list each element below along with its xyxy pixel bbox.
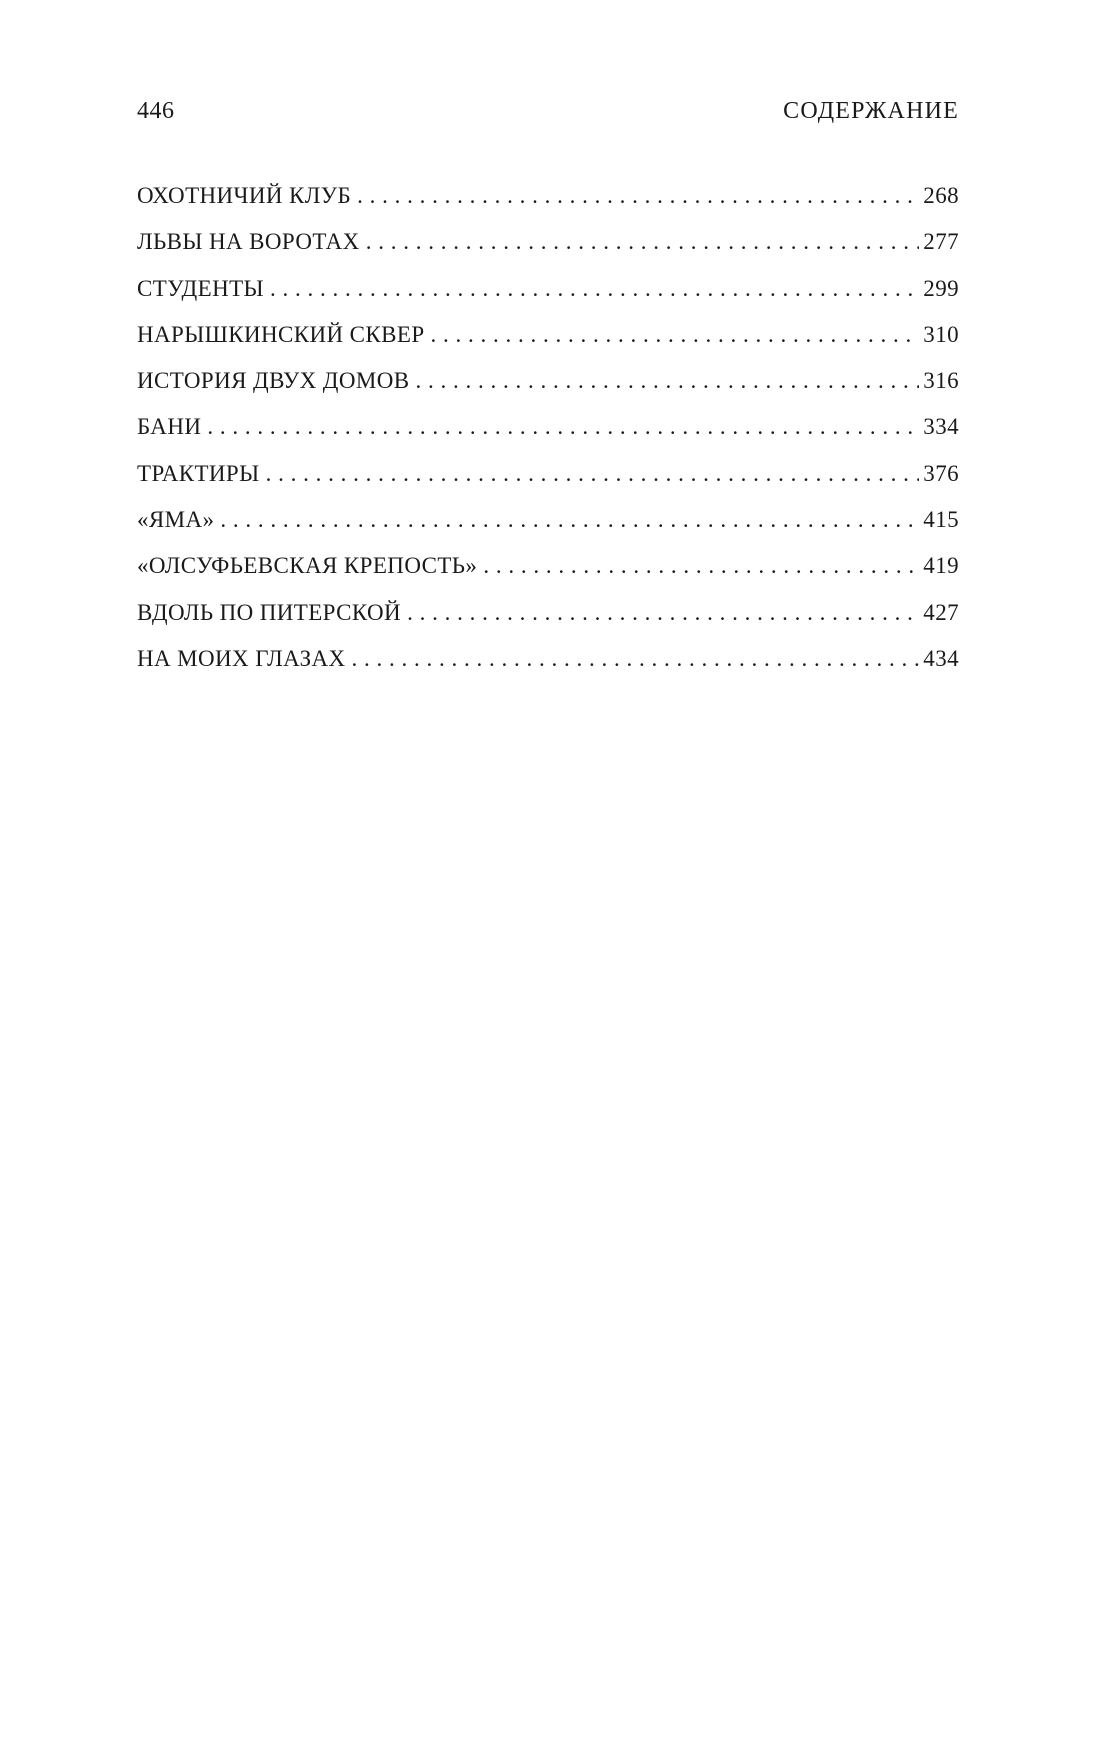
toc-entry-title: ИСТОРИЯ ДВУХ ДОМОВ: [137, 368, 410, 394]
toc-dot-leader: [407, 600, 919, 626]
toc-entry-title: ТРАКТИРЫ: [137, 460, 260, 486]
toc-dot-leader: [207, 414, 919, 440]
toc-entry-title: ОХОТНИЧИЙ КЛУБ: [137, 183, 352, 208]
toc-entry-page: 310: [923, 321, 959, 347]
toc-dot-leader: [357, 183, 919, 209]
toc-entry: [137, 553, 959, 599]
toc-entry-title: ЛЬВЫ НА ВОРОТАХ: [137, 229, 360, 255]
toc-dot-leader: [431, 322, 920, 348]
toc-dot-leader: [352, 646, 920, 672]
toc-entry: [137, 646, 959, 692]
toc-entry: [137, 414, 959, 460]
toc-dot-leader: [266, 461, 920, 487]
toc-entry-page: 427: [923, 599, 959, 625]
toc-dot-leader: [416, 368, 920, 394]
toc-entry-page: 419: [923, 553, 959, 579]
toc-entry: [137, 461, 959, 507]
toc-entry: [137, 183, 959, 229]
toc-dot-leader: [366, 229, 920, 255]
toc-entry-page: 268: [923, 183, 959, 208]
toc-entry-page: 434: [923, 645, 959, 671]
section-title: СОДЕРЖАНИЕ: [783, 98, 959, 124]
toc-entry: [137, 600, 959, 646]
table-of-contents: [137, 183, 959, 692]
toc-entry-title: ВДОЛЬ ПО ПИТЕРСКОЙ: [137, 599, 402, 625]
toc-entry-page: 299: [923, 275, 959, 301]
page-number: 446: [137, 98, 175, 124]
toc-entry-title: НА МОИХ ГЛАЗАХ: [137, 645, 346, 671]
toc-entry-page: 277: [923, 229, 959, 255]
toc-entry-title: НАРЫШКИНСКИЙ СКВЕР: [137, 321, 425, 347]
toc-entry: [137, 507, 959, 553]
toc-entry: [137, 229, 959, 275]
toc-dot-leader: [220, 507, 919, 533]
running-header: [137, 98, 959, 134]
toc-entry: [137, 322, 959, 368]
toc-dot-leader: [483, 553, 919, 579]
toc-entry-title: СТУДЕНТЫ: [137, 275, 265, 301]
toc-entry-page: 316: [923, 368, 959, 394]
toc-entry-title: «ОЛСУФЬЕВСКАЯ КРЕПОСТЬ»: [137, 553, 478, 579]
toc-entry: [137, 276, 959, 322]
toc-entry: [137, 368, 959, 414]
toc-entry-page: 334: [923, 414, 959, 440]
toc-entry-page: 376: [923, 460, 959, 486]
toc-dot-leader: [270, 276, 919, 302]
toc-entry-page: 415: [923, 507, 959, 533]
toc-entry-title: «ЯМА»: [137, 507, 215, 533]
toc-entry-title: БАНИ: [137, 414, 202, 440]
